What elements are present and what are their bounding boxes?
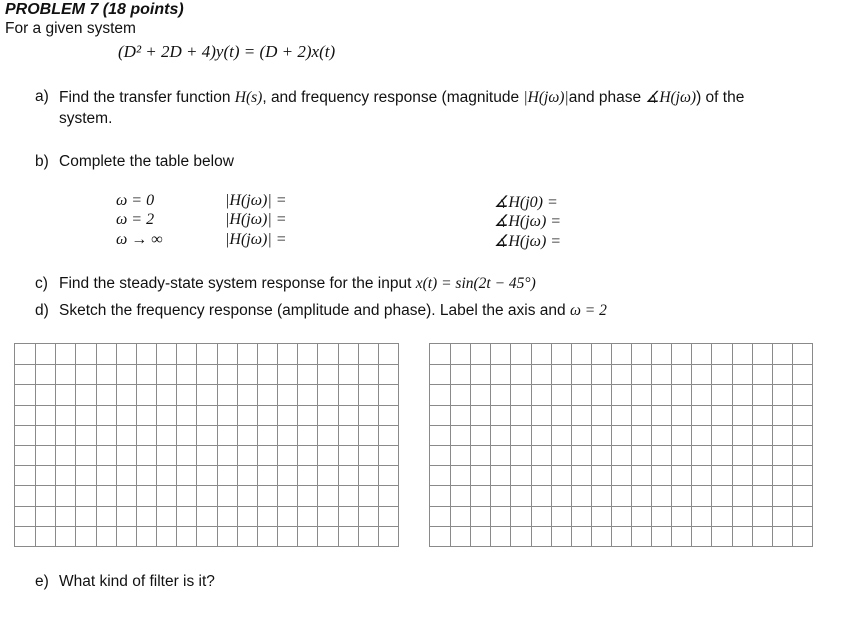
system-equation: (D² + 2D + 4)y(t) = (D + 2)x(t) (118, 42, 336, 61)
question-a-text-post: ) of the (696, 89, 745, 106)
table-mag-1: |H(jω)| = (225, 211, 287, 228)
question-d-letter: d) (35, 302, 49, 319)
question-a-text-mid: , and frequency response (magnitude (262, 89, 524, 106)
table-phase-1: ∡H(jω) = (494, 213, 562, 230)
phase-symbol: ∡H(jω) (645, 89, 697, 106)
question-d-text: Sketch the frequency response (amplitude and phase). Label the axis and (59, 302, 570, 319)
phase-grid-lines (430, 344, 812, 546)
table-phase-2: ∡H(jω) = (494, 233, 562, 250)
question-b-letter: b) (35, 153, 49, 170)
question-c-text: Find the steady-state system response for the input (59, 275, 416, 292)
table-mag-2: |H(jω)| = (225, 231, 287, 248)
question-e-text: What kind of filter is it? (59, 573, 215, 590)
phase-sketch-grid[interactable] (429, 343, 813, 547)
question-a-line1 (59, 88, 744, 107)
magnitude-symbol: |H(jω)| (523, 89, 569, 106)
table-mag-0: |H(jω)| = (225, 192, 287, 209)
question-d-line (59, 302, 607, 320)
question-a-text-and: and phase (568, 89, 646, 106)
input-signal: x(t) = sin(2t − 45°) (415, 275, 536, 292)
omega-label: ω = 2 (569, 302, 607, 319)
question-b-text: Complete the table below (59, 153, 234, 170)
problem-title: PROBLEM 7 (18 points) (5, 1, 184, 18)
table-omega-0: ω = 0 (116, 192, 155, 209)
question-c-line (59, 275, 536, 293)
question-e-letter: e) (35, 573, 49, 590)
table-omega-2: ω → ∞ (116, 231, 163, 248)
table-phase-0: ∡H(j0) = (494, 194, 558, 211)
problem-subtitle: For a given system (5, 20, 136, 37)
transfer-function-symbol: H(s) (234, 89, 263, 106)
question-a-letter: a) (35, 88, 49, 105)
question-a-line2: system. (59, 110, 113, 127)
table-omega-1: ω = 2 (116, 211, 155, 228)
amplitude-grid-lines (15, 344, 398, 546)
question-a-text-pre: Find the transfer function (59, 89, 235, 106)
question-c-letter: c) (35, 275, 48, 292)
amplitude-sketch-grid[interactable] (14, 343, 399, 547)
